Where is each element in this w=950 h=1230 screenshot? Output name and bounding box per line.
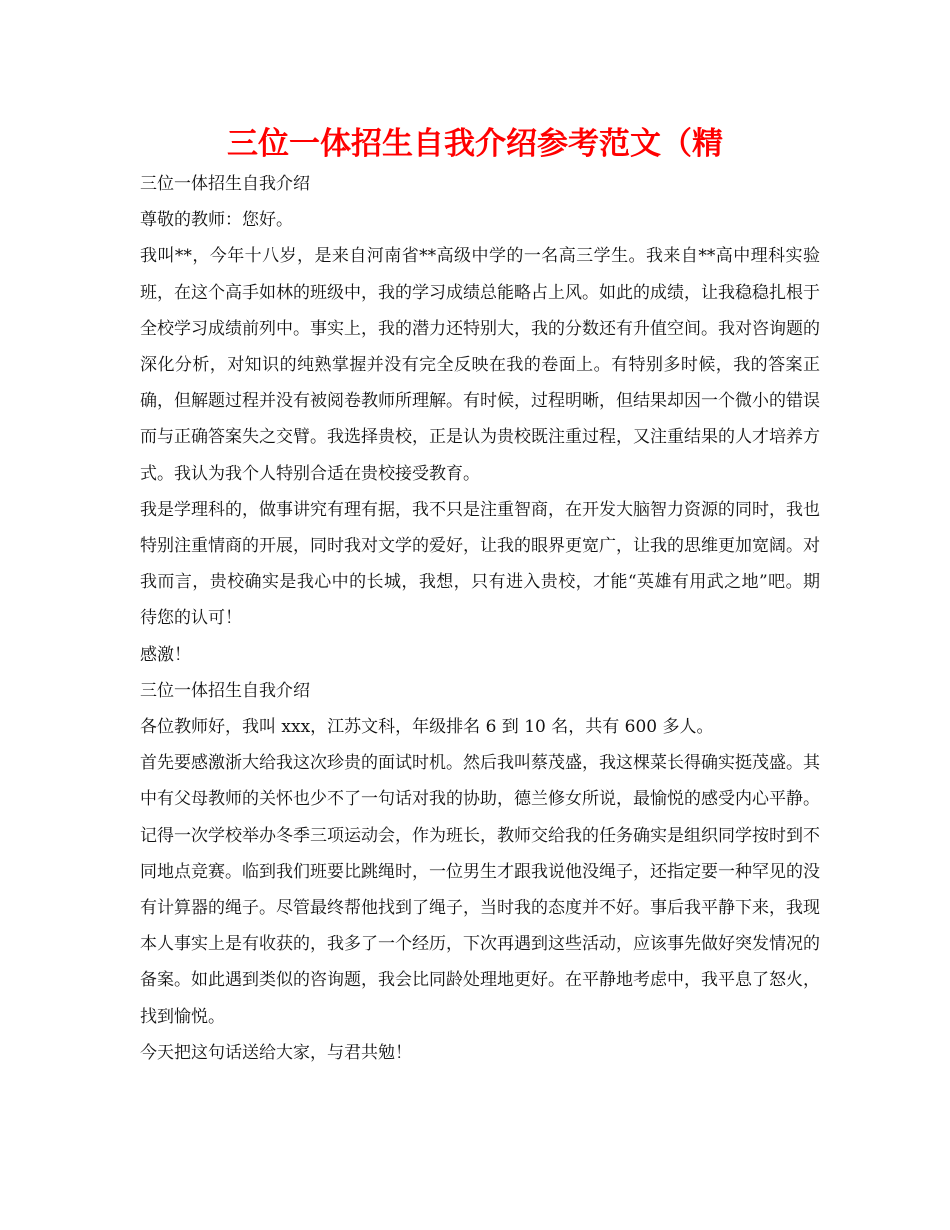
paragraph-greeting: 尊敬的教师：您好。 bbox=[140, 210, 293, 231]
paragraph-self-intro-2: 我是学理科的，做事讲究有理有据，我不只是注重智商，在开发大脑智力资源的同时，我也特别注重情商的开展，同时我对文学的爱好，让我的眼界更宽广，让我的思维更加宽阔。对我而言，贵校确实是我心中的长城，我想，只有进入贵校，才能“英雄有用武之地”吧。期待您的认可！ bbox=[140, 499, 820, 629]
paragraph-heading-1: 三位一体招生自我介绍 bbox=[140, 174, 310, 194]
paragraph-intro-2-story: 记得一次学校举办冬季三项运动会，作为班长，教师交给我的任务确实是组织同学按时到不同地点竞赛。临到我们班要比跳绳时，一位男生才跟我说他没绳子，还指定要一种罕见的没有计算器的绳子。尽管最终帮他找到了绳子，当时我的态度并不好。事后我平静下来，我现本人事实上是有收获的，我多了一个经历，下次再遇到这些活动，应该事先做好突发情况的备案。如此遇到类似的咨询题，我会比同龄处理地更好。在平静地考虑中，我平息了怒火，找到愉悦。 bbox=[140, 825, 820, 1027]
document-body bbox=[140, 166, 820, 1071]
document-title: 三位一体招生自我介绍参考范文（精 bbox=[227, 126, 723, 162]
paragraph-intro-2-opening: 各位教师好，我叫 xxx，江苏文科，年级排名 6 到 10 名，共有 600 多人。 bbox=[140, 717, 714, 738]
paragraph-thanks: 感激！ bbox=[140, 644, 191, 665]
paragraph-heading-2: 三位一体招生自我介绍 bbox=[140, 680, 310, 701]
paragraph-intro-2-gratitude: 首先要感激浙大给我这次珍贵的面试时机。然后我叫蔡茂盛，我这棵菜长得确实挺茂盛。其中有父母教师的关怀也少不了一句话对我的协助，德兰修女所说，最愉悦的感受内心平静。 bbox=[140, 753, 820, 810]
paragraph-closing: 今天把这句话送给大家，与君共勉！ bbox=[140, 1042, 412, 1063]
paragraph-self-intro-1: 我叫**，今年十八岁，是来自河南省**高级中学的一名高三学生。我来自**高中理科实验班，在这个高手如林的班级中，我的学习成绩总能略占上风。如此的成绩，让我稳稳扎根于全校学习成绩前列中。事实上，我的潜力还特别大，我的分数还有升值空间。我对咨询题的深化分析，对知识的纯熟掌握并没有完全反映在我的卷面上。有特别多时候，我的答案正确，但解题过程并没有被阅卷教师所理解。有时候，过程明晰，但结果却因一个微小的错误而与正确答案失之交臂。我选择贵校，正是认为贵校既注重过程，又注重结果的人才培养方式。我认为我个人特别合适在贵校接受教育。 bbox=[140, 246, 820, 484]
